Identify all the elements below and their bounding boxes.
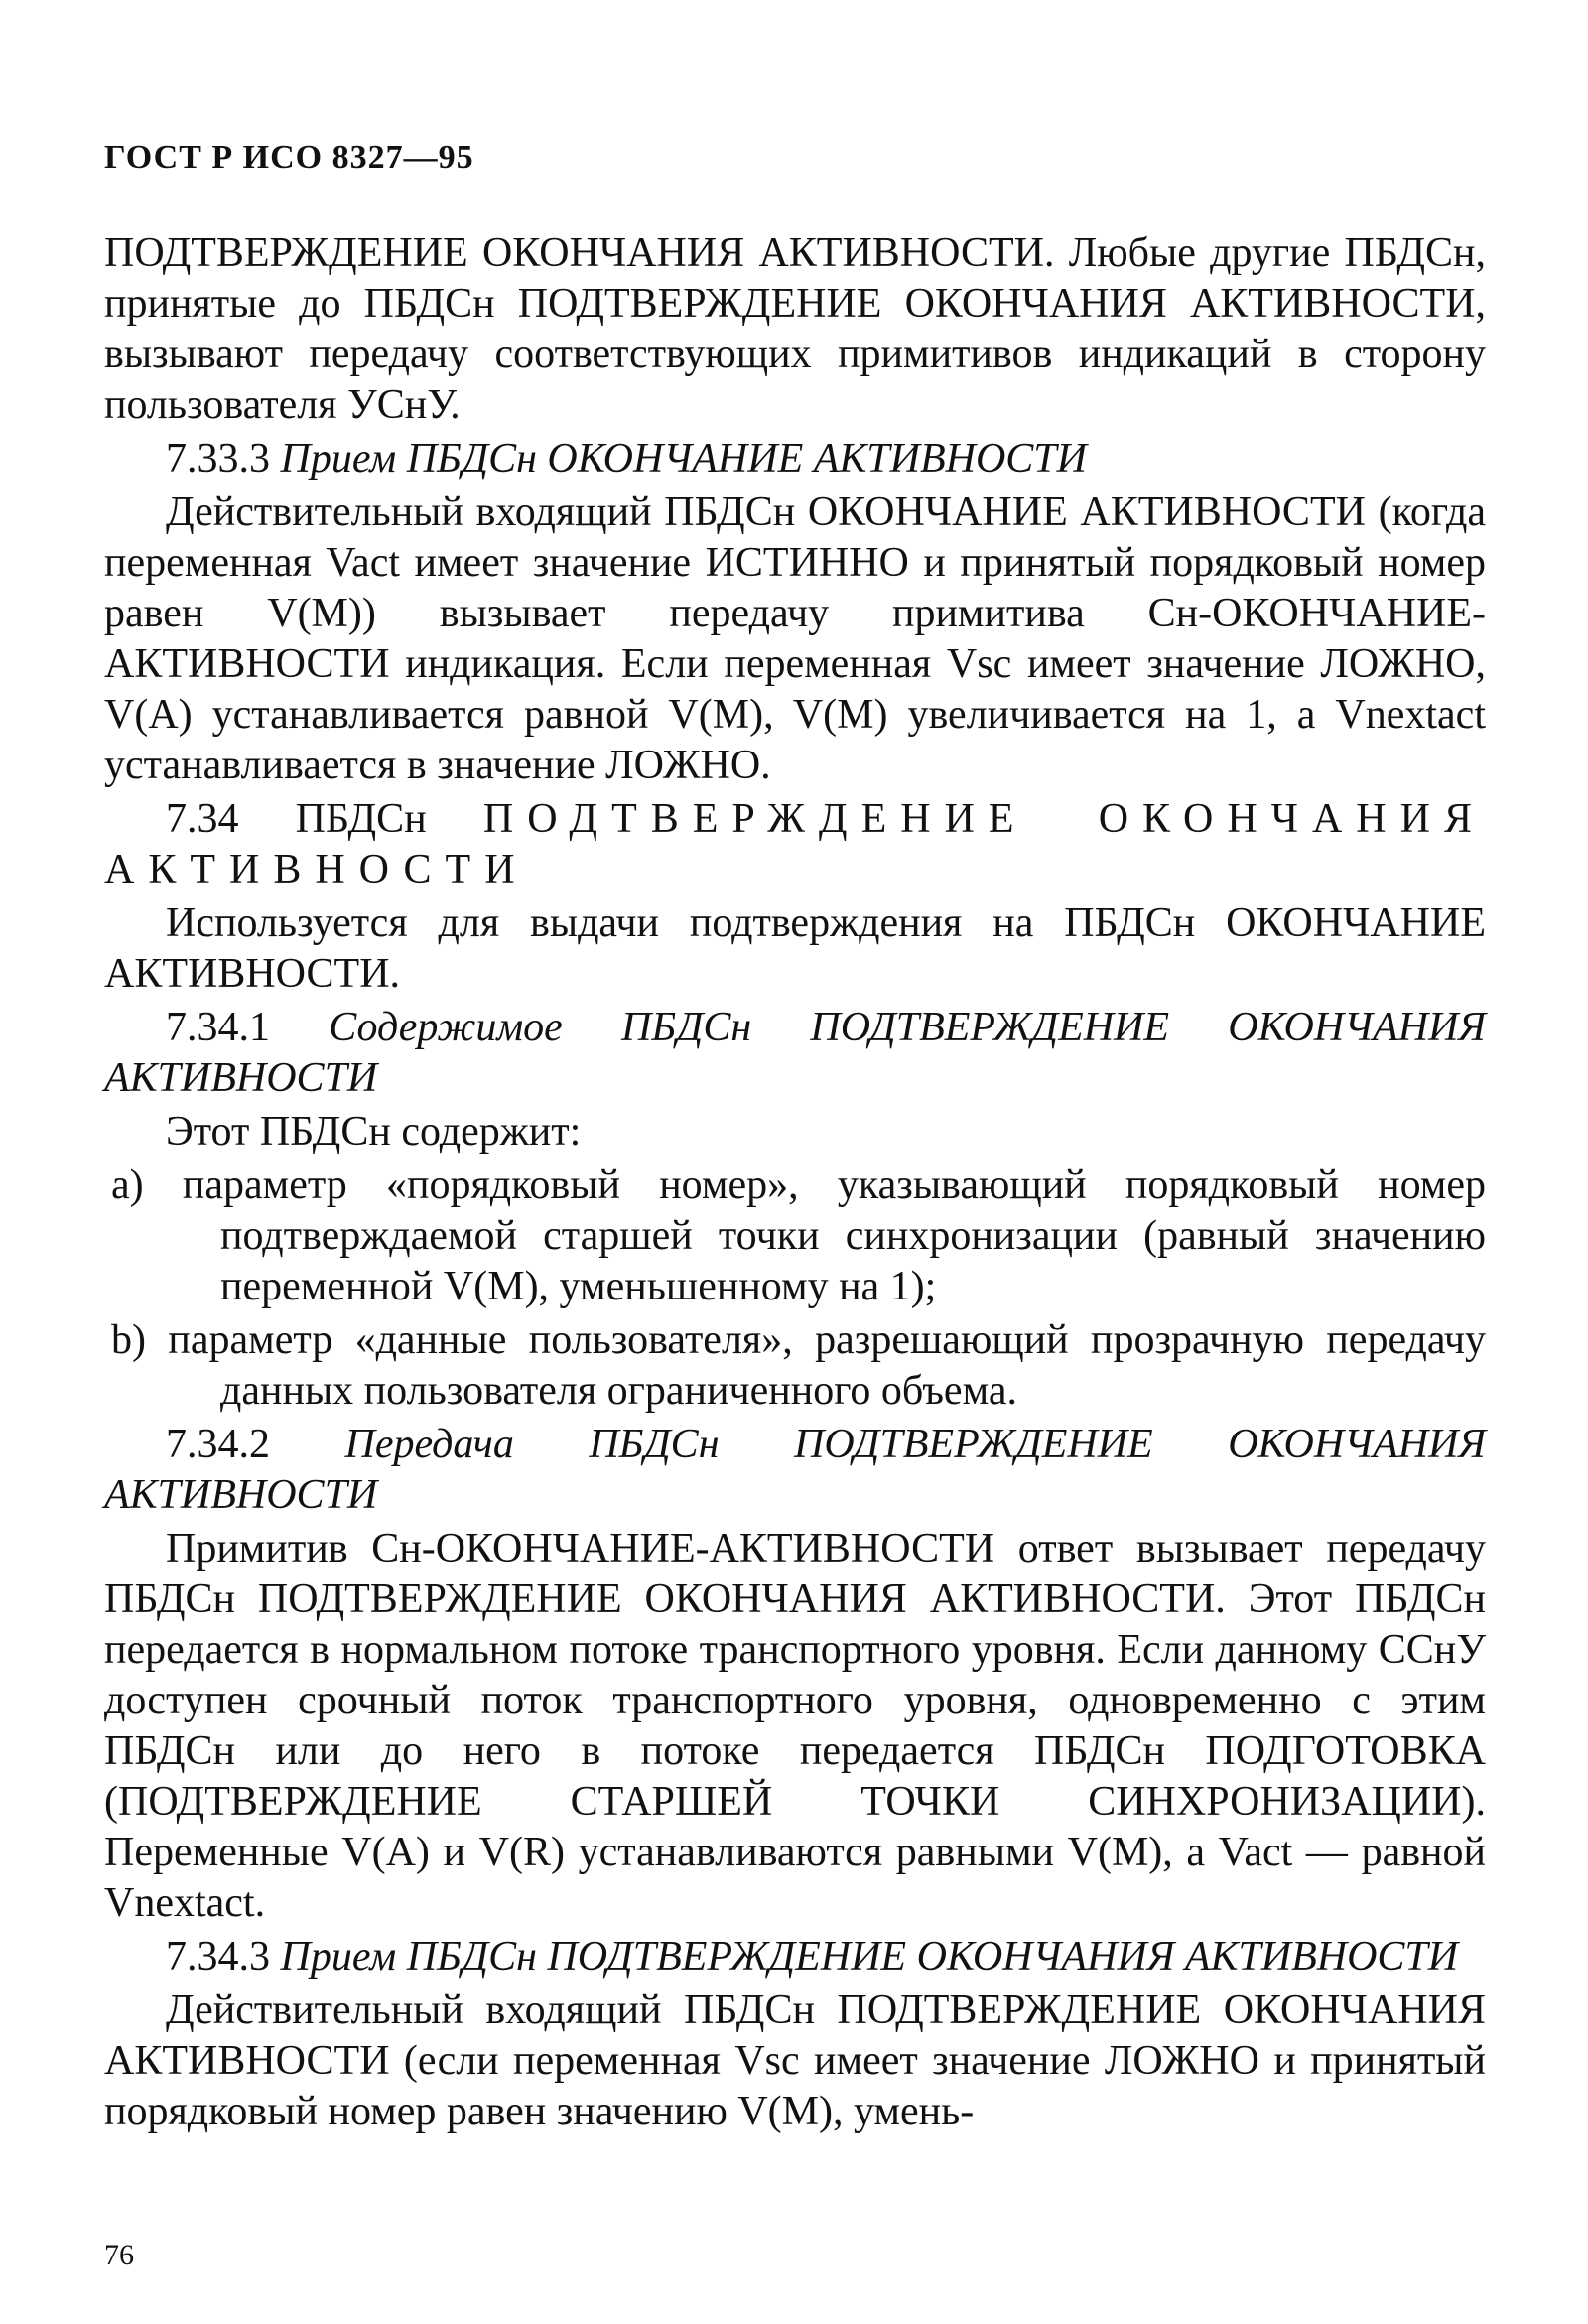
- subsection-title: Прием ПБДСн ОКОНЧАНИЕ АКТИВНОСТИ: [280, 436, 1087, 481]
- list-marker: b): [111, 1317, 146, 1363]
- paragraph: Примитив Сн-ОКОНЧАНИЕ-АКТИВНОСТИ ответ вызывает передачу ПБДСн ПОДТВЕРЖДЕНИЕ ОКОНЧАНИЯ АКТИВНОСТИ. Этот ПБДСн передается в нормальном потоке транспортного уровня. Если данному ССнУ доступен срочный поток транспортного уровня, одновременно с этим ПБДСн или до него в потоке передается ПБДСн ПОДГОТОВКА (ПОДТВЕРЖДЕНИЕ СТАРШЕЙ ТОЧКИ СИНХРОНИЗАЦИИ). Переменные V(A) и V(R) устанавливаются равными V(M), а Vact — равной Vnextact.: [104, 1526, 1486, 1926]
- paragraph: Действительный входящий ПБДСн ОКОНЧАНИЕ АКТИВНОСТИ (когда переменная Vact имеет значение ИСТИННО и принятый порядковый номер равен V(M)) вызывает передачу примитива Сн-ОКОНЧАНИЕ-АКТИВНОСТИ индикация. Если переменная Vsc имеет значение ЛОЖНО, V(A) устанавливается равной V(M), V(M) увеличивается на 1, а Vnextact устанавливается в значение ЛОЖНО.: [104, 489, 1486, 788]
- page-number: 76: [104, 2239, 134, 2271]
- subsection-number: 7.34.2: [166, 1422, 270, 1467]
- section-title: ПОДТВЕРЖДЕНИЕ ОКОНЧАНИЯ АКТИВНОСТИ: [104, 796, 1486, 892]
- subsection-heading: [104, 1420, 1486, 1521]
- subsection-title: Передача ПБДСн ПОДТВЕРЖДЕНИЕ ОКОНЧАНИЯ АКТИВНОСТИ: [104, 1422, 1487, 1518]
- list-marker: a): [111, 1162, 144, 1208]
- subsection-heading: [104, 1932, 1486, 1982]
- subsection-number: 7.34.1: [166, 1005, 270, 1050]
- section-heading: [104, 794, 1486, 895]
- paragraph: Действительный входящий ПБДСн ПОДТВЕРЖДЕНИЕ ОКОНЧАНИЯ АКТИВНОСТИ (если переменная Vsc имеет значение ЛОЖНО и принятый порядковый номер равен значению V(M), умень-: [104, 1987, 1486, 2134]
- paragraph: Используется для выдачи подтверждения на ПБДСн ОКОНЧАНИЕ АКТИВНОСТИ.: [104, 900, 1486, 997]
- section-number: 7.34 ПБДСн: [166, 796, 427, 842]
- subsection-number: 7.33.3: [166, 436, 270, 481]
- document-page: [104, 139, 1486, 2140]
- subsection-title: Прием ПБДСн ПОДТВЕРЖДЕНИЕ ОКОНЧАНИЯ АКТИВНОСТИ: [280, 1934, 1459, 1980]
- subsection-title: Содержимое ПБДСн ПОДТВЕРЖДЕНИЕ ОКОНЧАНИЯ АКТИВНОСТИ: [104, 1005, 1487, 1101]
- subsection-number: 7.34.3: [166, 1934, 270, 1980]
- subsection-heading: [104, 434, 1486, 484]
- paragraph: Этот ПБДСн содержит:: [166, 1109, 582, 1155]
- list-item: a) параметр «порядковый номер», указывающий порядковый номер подтверждаемой старшей точки синхронизации (равный значению переменной V(M), уменьшенному на 1);: [111, 1162, 1486, 1309]
- subsection-heading: [104, 1003, 1486, 1104]
- paragraph: ПОДТВЕРЖДЕНИЕ ОКОНЧАНИЯ АКТИВНОСТИ. Любые другие ПБДСн, принятые до ПБДСн ПОДТВЕРЖДЕНИЕ ОКОНЧАНИЯ АКТИВНОСТИ, вызывают передачу соответствующих примитивов индикаций в сторону пользователя УСнУ.: [104, 230, 1486, 428]
- document-header: ГОСТ Р ИСО 8327—95: [104, 139, 474, 176]
- list-item: b) параметр «данные пользователя», разрешающий прозрачную передачу данных пользователя ограниченного объема.: [111, 1317, 1486, 1414]
